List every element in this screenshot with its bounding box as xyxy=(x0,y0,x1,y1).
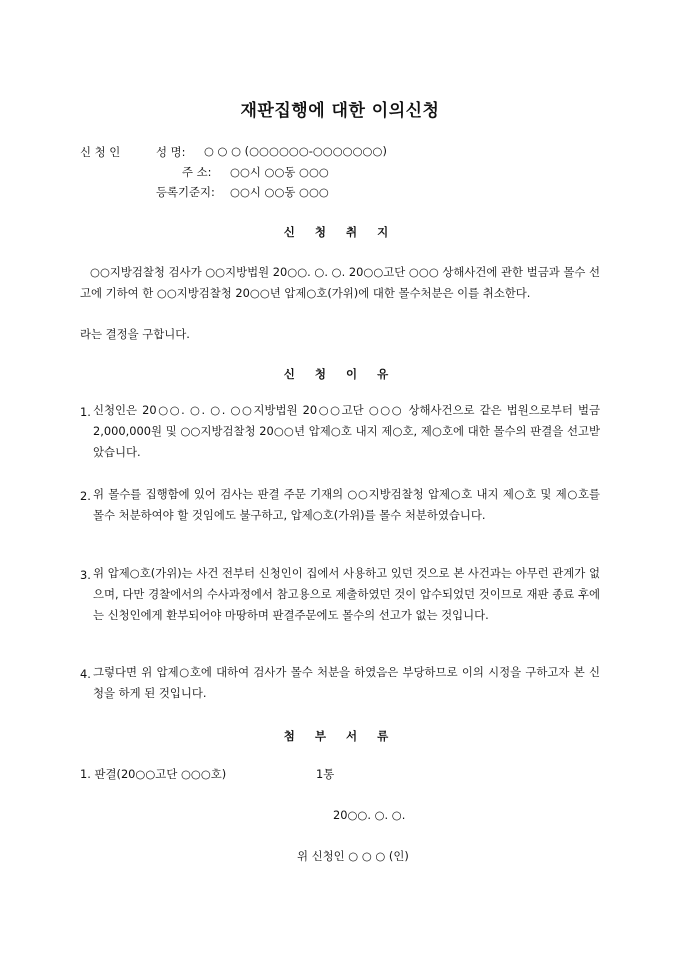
document-title: 재판집행에 대한 이의신청 xyxy=(240,101,440,121)
name-label: 성 명: xyxy=(156,145,186,159)
purpose-text: ○○지방검찰청 검사가 ○○지방법원 20○○. ○. ○. 20○○고단 ○○○ 상해사건에 관한 벌금과 몰수 선고에 기하여 한 ○○지방검찰청 20○○년 압제○호(가위)에 대한 몰수처분은 이를 취소한다. xyxy=(80,265,600,300)
reason-item: 그렇다면 위 압제○호에 대하여 검사가 몰수 처분을 하였음은 부당하므로 이의 시정을 구하고자 본 신청을 하게 된 것입니다. xyxy=(93,665,600,700)
registry-value: ○○시 ○○동 ○○○ xyxy=(230,185,329,199)
reason-item: 위 몰수를 집행함에 있어 검사는 판결 주문 기재의 ○○지방검찰청 압제○호 내지 제○호 및 제○호를 몰수 처분하여야 할 것임에도 불구하고, 압제○호(가위)를 몰수 처분하였습니다. xyxy=(93,487,600,522)
address-value: ○○시 ○○동 ○○○ xyxy=(230,165,329,179)
attachment-label: 1. 판결(20○○고단 ○○○호) xyxy=(80,767,227,781)
signature: 위 신청인 ○ ○ ○ (인) xyxy=(297,849,409,863)
attachments-heading: 첨 부 서 류 xyxy=(283,729,397,743)
reason-number: 4. xyxy=(80,667,91,681)
reason-number: 3. xyxy=(80,568,91,582)
reason-number: 2. xyxy=(80,489,91,503)
reason-item: 위 압제○호(가위)는 사건 전부터 신청인이 집에서 사용하고 있던 것으로 본 사건과는 아무런 관계가 없으며, 다만 경찰에서의 수사과정에서 참고용으로 제출하였던 것이 압수되었던 것이므로 재판 종료 후에는 신청인에게 환부되어야 마땅하며 판결주문에도 몰수의 선고가 없는 것입니다. xyxy=(93,566,600,622)
address-label: 주 소: xyxy=(182,165,212,179)
purpose-closing: 라는 결정을 구합니다. xyxy=(80,327,190,341)
attachment-count: 1통 xyxy=(316,767,335,781)
reason-number: 1. xyxy=(80,405,91,419)
applicant-label: 신 청 인 xyxy=(80,145,121,159)
date: 20○○. ○. ○. xyxy=(333,808,406,822)
name-value: ○ ○ ○ (○○○○○○-○○○○○○○) xyxy=(204,144,387,158)
reasons-heading: 신 청 이 유 xyxy=(283,367,397,381)
registry-label: 등록기준지: xyxy=(156,185,215,199)
purpose-heading: 신 청 취 지 xyxy=(283,225,397,239)
reason-item: 신청인은 20○○. ○. ○. ○○지방법원 20○○고단 ○○○ 상해사건으로 같은 법원으로부터 벌금 2,000,000원 및 ○○지방검찰청 20○○년 압제○호 내지 제○호, 제○호에 대한 몰수의 판결을 선고받았습니다. xyxy=(93,403,600,459)
